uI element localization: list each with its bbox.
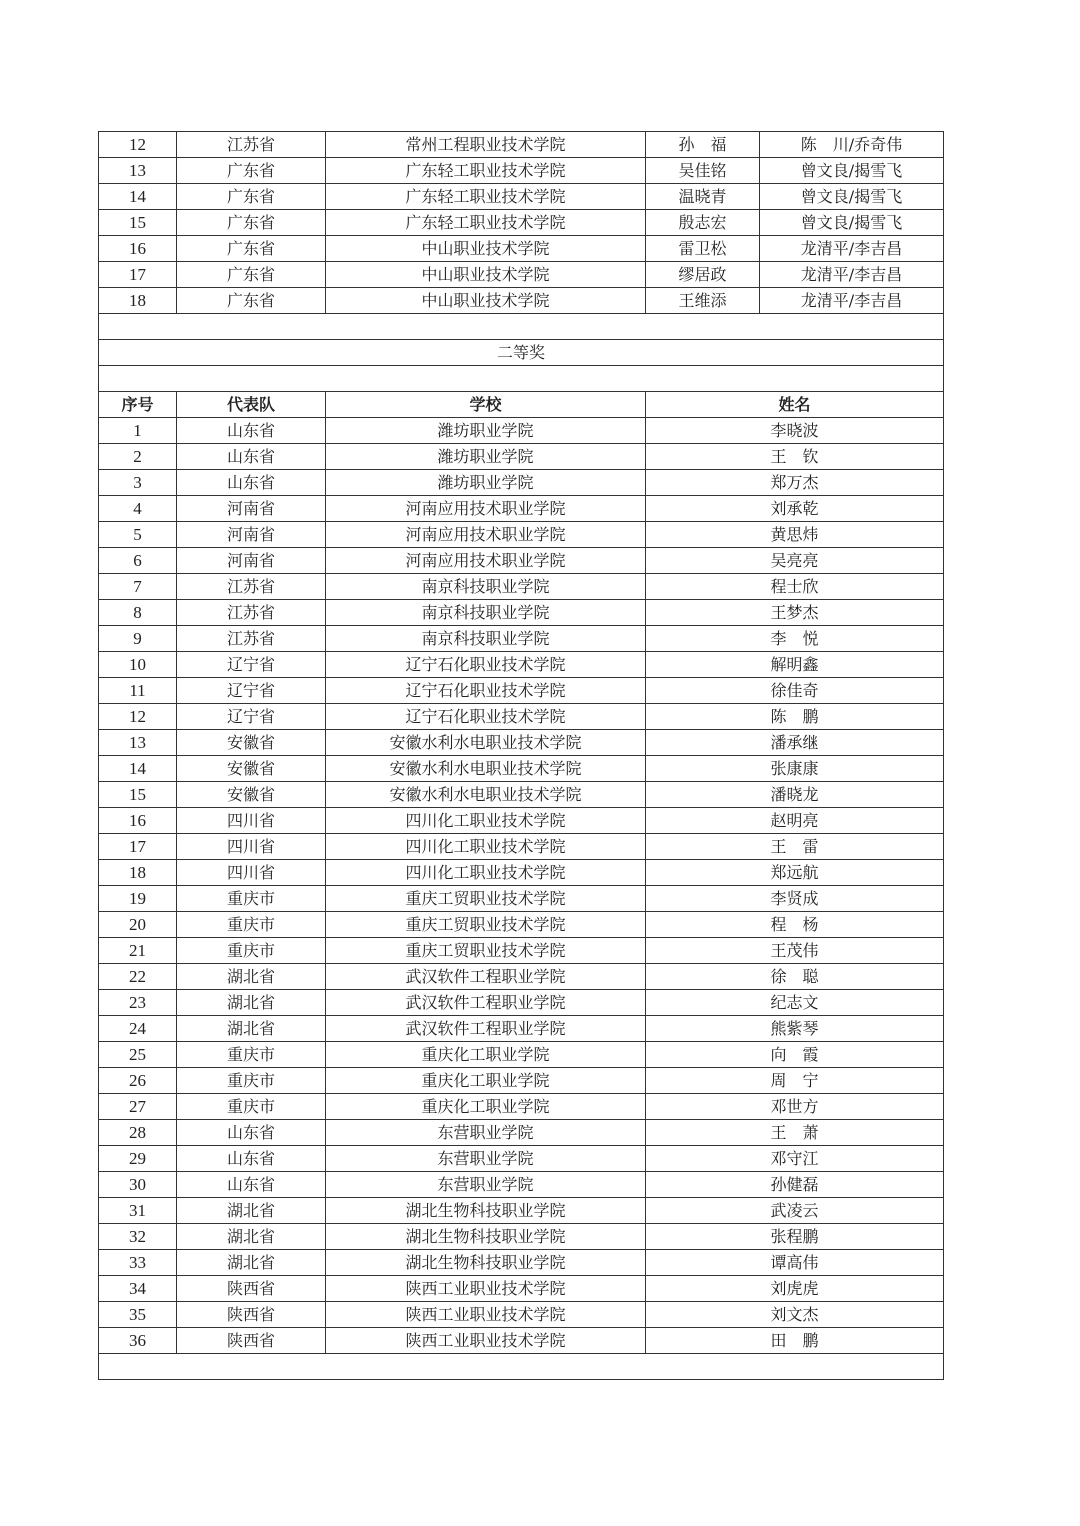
table-row (99, 808, 944, 834)
school-cell: 中山职业技术学院 (326, 262, 646, 288)
team-cell: 湖北省 (177, 1224, 326, 1250)
table-row (99, 652, 944, 678)
team-cell: 山东省 (177, 444, 326, 470)
row-number: 29 (99, 1146, 177, 1172)
name-cell: 潘晓龙 (646, 782, 944, 808)
row-number: 13 (99, 158, 177, 184)
table-row (99, 444, 944, 470)
table-row (99, 1328, 944, 1354)
school-cell: 安徽水利水电职业技术学院 (326, 730, 646, 756)
school-cell: 武汉软件工程职业学院 (326, 1016, 646, 1042)
row-number: 16 (99, 808, 177, 834)
table-row (99, 1068, 944, 1094)
team-cell: 湖北省 (177, 1250, 326, 1276)
name-cell: 陈 鹏 (646, 704, 944, 730)
row-number: 11 (99, 678, 177, 704)
name-cell: 孙 福 (646, 132, 760, 158)
school-cell: 湖北生物科技职业学院 (326, 1250, 646, 1276)
table-row (99, 288, 944, 314)
row-number: 22 (99, 964, 177, 990)
table-row (99, 1094, 944, 1120)
name-cell: 李贤成 (646, 886, 944, 912)
table-row (99, 470, 944, 496)
row-number: 12 (99, 132, 177, 158)
table-row (99, 522, 944, 548)
name-cell: 郑远航 (646, 860, 944, 886)
team-cell: 四川省 (177, 808, 326, 834)
school-cell: 辽宁石化职业技术学院 (326, 704, 646, 730)
advisor-cell: 龙清平/李吉昌 (760, 288, 944, 314)
table-row (99, 990, 944, 1016)
row-number: 6 (99, 548, 177, 574)
award-table (98, 131, 944, 1380)
row-number: 5 (99, 522, 177, 548)
school-cell: 辽宁石化职业技术学院 (326, 652, 646, 678)
team-cell: 重庆市 (177, 1068, 326, 1094)
row-number: 20 (99, 912, 177, 938)
name-cell: 吴佳铭 (646, 158, 760, 184)
row-number: 21 (99, 938, 177, 964)
school-cell: 潍坊职业学院 (326, 470, 646, 496)
team-cell: 湖北省 (177, 1198, 326, 1224)
school-cell: 南京科技职业学院 (326, 574, 646, 600)
advisor-cell: 曾文良/揭雪飞 (760, 184, 944, 210)
row-number: 10 (99, 652, 177, 678)
team-cell: 广东省 (177, 288, 326, 314)
school-cell: 广东轻工职业技术学院 (326, 184, 646, 210)
row-number: 2 (99, 444, 177, 470)
school-cell: 武汉软件工程职业学院 (326, 990, 646, 1016)
row-number: 24 (99, 1016, 177, 1042)
school-cell: 安徽水利水电职业技术学院 (326, 756, 646, 782)
school-cell: 四川化工职业技术学院 (326, 860, 646, 886)
school-cell: 四川化工职业技术学院 (326, 834, 646, 860)
name-cell: 雷卫松 (646, 236, 760, 262)
table-row (99, 912, 944, 938)
school-cell: 辽宁石化职业技术学院 (326, 678, 646, 704)
team-cell: 四川省 (177, 834, 326, 860)
table-row (99, 938, 944, 964)
team-cell: 江苏省 (177, 574, 326, 600)
team-cell: 河南省 (177, 548, 326, 574)
section-title: 二等奖 (99, 340, 944, 366)
table-row (99, 1198, 944, 1224)
row-number: 13 (99, 730, 177, 756)
team-cell: 安徽省 (177, 756, 326, 782)
name-cell: 王 雷 (646, 834, 944, 860)
table-row (99, 860, 944, 886)
table-row (99, 236, 944, 262)
school-cell: 河南应用技术职业学院 (326, 522, 646, 548)
name-cell: 徐佳奇 (646, 678, 944, 704)
school-cell: 广东轻工职业技术学院 (326, 158, 646, 184)
team-cell: 山东省 (177, 1120, 326, 1146)
blank-row (99, 314, 944, 340)
advisor-cell: 曾文良/揭雪飞 (760, 210, 944, 236)
team-cell: 江苏省 (177, 626, 326, 652)
table-row (99, 1276, 944, 1302)
blank-row (99, 1354, 944, 1380)
table-row (99, 418, 944, 444)
section-title-row (99, 340, 944, 366)
school-cell: 重庆工贸职业技术学院 (326, 938, 646, 964)
name-cell: 缪居政 (646, 262, 760, 288)
school-cell: 湖北生物科技职业学院 (326, 1224, 646, 1250)
row-number: 32 (99, 1224, 177, 1250)
name-cell: 李晓波 (646, 418, 944, 444)
table-row (99, 184, 944, 210)
school-cell: 陕西工业职业技术学院 (326, 1328, 646, 1354)
team-cell: 江苏省 (177, 132, 326, 158)
table-row (99, 756, 944, 782)
name-cell: 徐 聪 (646, 964, 944, 990)
team-cell: 山东省 (177, 470, 326, 496)
team-cell: 辽宁省 (177, 678, 326, 704)
team-cell: 河南省 (177, 522, 326, 548)
advisor-cell: 龙清平/李吉昌 (760, 236, 944, 262)
name-cell: 邓世方 (646, 1094, 944, 1120)
name-cell: 王 钦 (646, 444, 944, 470)
team-cell: 重庆市 (177, 1094, 326, 1120)
table-row (99, 262, 944, 288)
table-row (99, 548, 944, 574)
school-cell: 南京科技职业学院 (326, 626, 646, 652)
school-cell: 中山职业技术学院 (326, 236, 646, 262)
name-cell: 张康康 (646, 756, 944, 782)
advisor-cell: 陈 川/乔奇伟 (760, 132, 944, 158)
school-cell: 潍坊职业学院 (326, 418, 646, 444)
team-cell: 重庆市 (177, 1042, 326, 1068)
school-cell: 重庆化工职业学院 (326, 1094, 646, 1120)
team-cell: 山东省 (177, 418, 326, 444)
row-number: 26 (99, 1068, 177, 1094)
team-cell: 广东省 (177, 236, 326, 262)
name-cell: 程士欣 (646, 574, 944, 600)
header-team: 代表队 (177, 392, 326, 418)
row-number: 19 (99, 886, 177, 912)
name-cell: 邓守江 (646, 1146, 944, 1172)
team-cell: 广东省 (177, 262, 326, 288)
name-cell: 潘承继 (646, 730, 944, 756)
school-cell: 潍坊职业学院 (326, 444, 646, 470)
school-cell: 东营职业学院 (326, 1120, 646, 1146)
table-row (99, 1250, 944, 1276)
name-cell: 程 杨 (646, 912, 944, 938)
row-number: 15 (99, 210, 177, 236)
row-number: 16 (99, 236, 177, 262)
name-cell: 吴亮亮 (646, 548, 944, 574)
table-row (99, 730, 944, 756)
advisor-cell: 曾文良/揭雪飞 (760, 158, 944, 184)
table-row (99, 132, 944, 158)
row-number: 14 (99, 756, 177, 782)
name-cell: 赵明亮 (646, 808, 944, 834)
school-cell: 重庆工贸职业技术学院 (326, 886, 646, 912)
team-cell: 安徽省 (177, 782, 326, 808)
name-cell: 武凌云 (646, 1198, 944, 1224)
row-number: 27 (99, 1094, 177, 1120)
name-cell: 黄思炜 (646, 522, 944, 548)
table-row (99, 1172, 944, 1198)
table-row (99, 1042, 944, 1068)
row-number: 18 (99, 288, 177, 314)
name-cell: 熊紫琴 (646, 1016, 944, 1042)
team-cell: 陕西省 (177, 1302, 326, 1328)
row-number: 35 (99, 1302, 177, 1328)
team-cell: 安徽省 (177, 730, 326, 756)
row-number: 3 (99, 470, 177, 496)
school-cell: 南京科技职业学院 (326, 600, 646, 626)
team-cell: 湖北省 (177, 1016, 326, 1042)
team-cell: 山东省 (177, 1172, 326, 1198)
school-cell: 重庆化工职业学院 (326, 1068, 646, 1094)
row-number: 1 (99, 418, 177, 444)
table-row (99, 704, 944, 730)
name-cell: 刘虎虎 (646, 1276, 944, 1302)
blank-cell (99, 314, 944, 340)
header-name: 姓名 (646, 392, 944, 418)
row-number: 31 (99, 1198, 177, 1224)
row-number: 28 (99, 1120, 177, 1146)
school-cell: 重庆化工职业学院 (326, 1042, 646, 1068)
row-number: 18 (99, 860, 177, 886)
team-cell: 辽宁省 (177, 704, 326, 730)
team-cell: 河南省 (177, 496, 326, 522)
school-cell: 四川化工职业技术学院 (326, 808, 646, 834)
row-number: 34 (99, 1276, 177, 1302)
school-cell: 河南应用技术职业学院 (326, 496, 646, 522)
header-row (99, 392, 944, 418)
row-number: 17 (99, 834, 177, 860)
table-row (99, 1016, 944, 1042)
name-cell: 殷志宏 (646, 210, 760, 236)
table-row (99, 626, 944, 652)
table-row (99, 886, 944, 912)
name-cell: 王茂伟 (646, 938, 944, 964)
name-cell: 向 霞 (646, 1042, 944, 1068)
name-cell: 纪志文 (646, 990, 944, 1016)
table-row (99, 834, 944, 860)
header-school: 学校 (326, 392, 646, 418)
table-row (99, 574, 944, 600)
team-cell: 广东省 (177, 158, 326, 184)
name-cell: 王梦杰 (646, 600, 944, 626)
team-cell: 广东省 (177, 184, 326, 210)
name-cell: 温晓青 (646, 184, 760, 210)
advisor-cell: 龙清平/李吉昌 (760, 262, 944, 288)
name-cell: 郑万杰 (646, 470, 944, 496)
name-cell: 王 萧 (646, 1120, 944, 1146)
row-number: 7 (99, 574, 177, 600)
name-cell: 刘承乾 (646, 496, 944, 522)
school-cell: 武汉软件工程职业学院 (326, 964, 646, 990)
team-cell: 湖北省 (177, 990, 326, 1016)
table-row (99, 496, 944, 522)
team-cell: 四川省 (177, 860, 326, 886)
school-cell: 湖北生物科技职业学院 (326, 1198, 646, 1224)
header-no: 序号 (99, 392, 177, 418)
team-cell: 陕西省 (177, 1328, 326, 1354)
school-cell: 安徽水利水电职业技术学院 (326, 782, 646, 808)
row-number: 17 (99, 262, 177, 288)
row-number: 36 (99, 1328, 177, 1354)
row-number: 9 (99, 626, 177, 652)
team-cell: 江苏省 (177, 600, 326, 626)
school-cell: 陕西工业职业技术学院 (326, 1276, 646, 1302)
blank-cell (99, 366, 944, 392)
row-number: 25 (99, 1042, 177, 1068)
name-cell: 谭高伟 (646, 1250, 944, 1276)
team-cell: 山东省 (177, 1146, 326, 1172)
row-number: 23 (99, 990, 177, 1016)
blank-cell (99, 1354, 944, 1380)
table-row (99, 1224, 944, 1250)
table-row (99, 600, 944, 626)
team-cell: 重庆市 (177, 886, 326, 912)
row-number: 8 (99, 600, 177, 626)
school-cell: 陕西工业职业技术学院 (326, 1302, 646, 1328)
table-row (99, 1302, 944, 1328)
school-cell: 中山职业技术学院 (326, 288, 646, 314)
row-number: 4 (99, 496, 177, 522)
table-row (99, 678, 944, 704)
team-cell: 陕西省 (177, 1276, 326, 1302)
name-cell: 刘文杰 (646, 1302, 944, 1328)
name-cell: 张程鹏 (646, 1224, 944, 1250)
table-row (99, 1146, 944, 1172)
name-cell: 李 悦 (646, 626, 944, 652)
blank-row (99, 366, 944, 392)
name-cell: 解明鑫 (646, 652, 944, 678)
row-number: 14 (99, 184, 177, 210)
school-cell: 重庆工贸职业技术学院 (326, 912, 646, 938)
table-row (99, 964, 944, 990)
table-row (99, 1120, 944, 1146)
school-cell: 东营职业学院 (326, 1146, 646, 1172)
team-cell: 重庆市 (177, 912, 326, 938)
team-cell: 辽宁省 (177, 652, 326, 678)
row-number: 12 (99, 704, 177, 730)
team-cell: 重庆市 (177, 938, 326, 964)
school-cell: 常州工程职业技术学院 (326, 132, 646, 158)
table-row (99, 782, 944, 808)
team-cell: 广东省 (177, 210, 326, 236)
team-cell: 湖北省 (177, 964, 326, 990)
table-row (99, 210, 944, 236)
school-cell: 广东轻工职业技术学院 (326, 210, 646, 236)
name-cell: 王维添 (646, 288, 760, 314)
name-cell: 孙健磊 (646, 1172, 944, 1198)
row-number: 30 (99, 1172, 177, 1198)
school-cell: 东营职业学院 (326, 1172, 646, 1198)
row-number: 15 (99, 782, 177, 808)
name-cell: 田 鹏 (646, 1328, 944, 1354)
school-cell: 河南应用技术职业学院 (326, 548, 646, 574)
name-cell: 周 宁 (646, 1068, 944, 1094)
table-row (99, 158, 944, 184)
row-number: 33 (99, 1250, 177, 1276)
